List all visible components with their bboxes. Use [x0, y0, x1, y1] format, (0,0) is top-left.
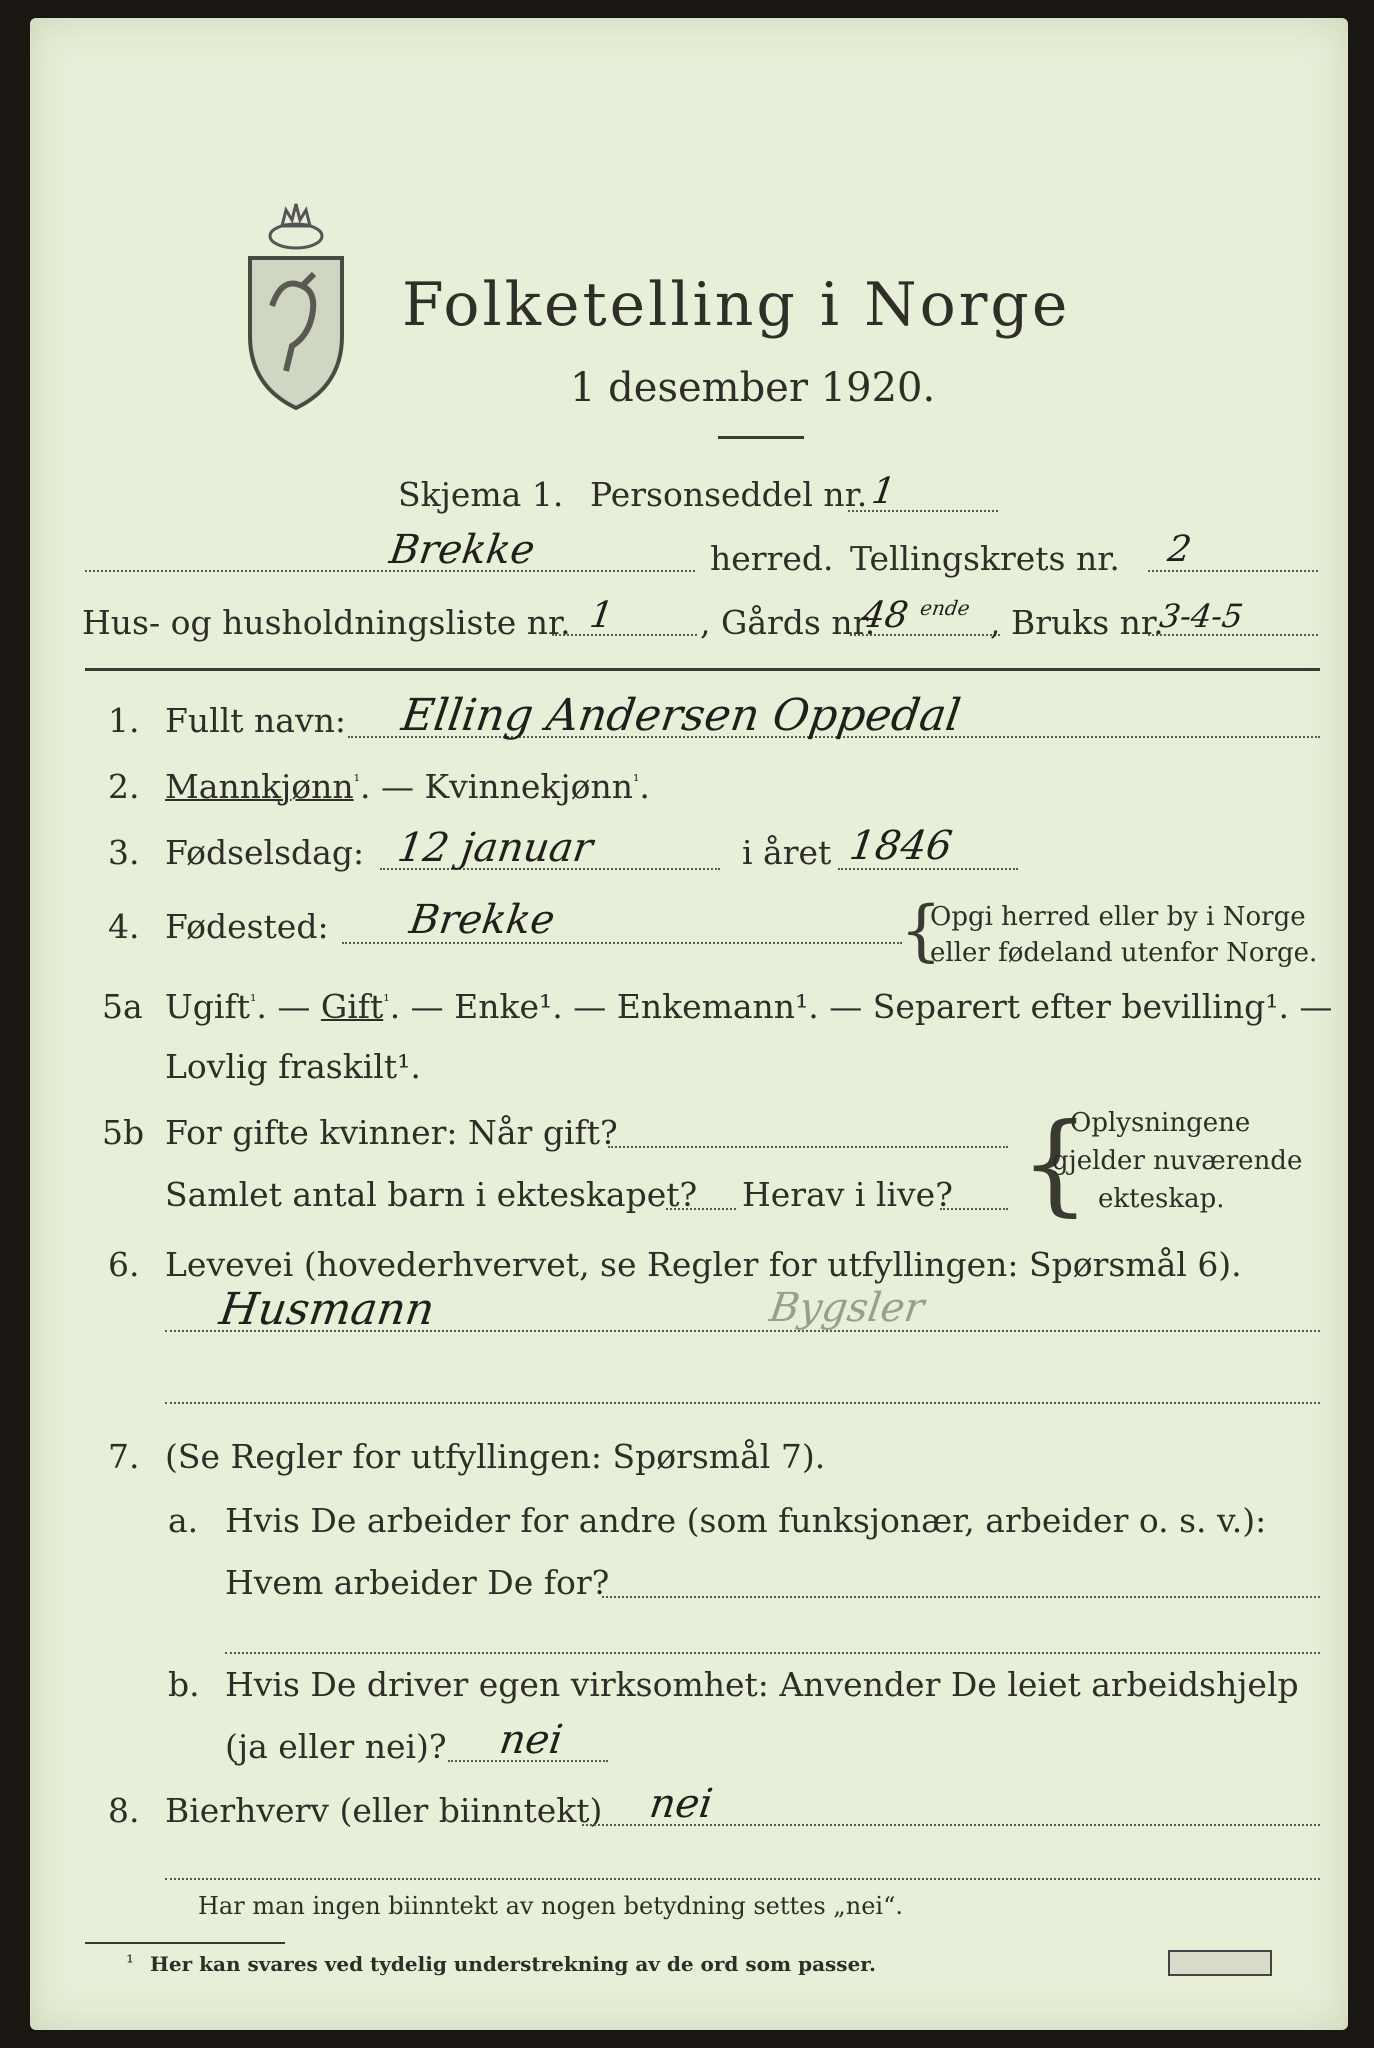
personseddel-value: 1 — [869, 471, 898, 512]
q4-label: Fødested: — [165, 907, 329, 946]
q2-number: 2. — [108, 767, 140, 806]
q6-line2 — [165, 1402, 1320, 1404]
biinntekt-note: Har man ingen biinntekt av nogen betydning settes „nei“. — [198, 1892, 903, 1920]
q5b-note-line1: Oplysningene — [1070, 1108, 1251, 1138]
q4-number: 4. — [108, 907, 140, 946]
q7a-letter: a. — [168, 1501, 199, 1540]
q5b-label-when-married: For gifte kvinner: Når gift? — [165, 1113, 618, 1152]
q3-year-label: i året — [742, 833, 832, 872]
q5a-number: 5a — [102, 987, 143, 1026]
q5b-note-line3: ekteskap. — [1098, 1184, 1225, 1214]
q7b-label: Hvis De driver egen virksomhet: Anvender De leiet arbeidshjelp — [225, 1665, 1299, 1704]
q3-value: 12 januar — [394, 825, 596, 871]
q3-number: 3. — [108, 833, 140, 872]
q7b-letter: b. — [168, 1665, 200, 1704]
husliste-label: Hus- og husholdningsliste nr. — [82, 603, 571, 642]
q7-number: 7. — [108, 1437, 140, 1476]
census-form — [30, 18, 1348, 2030]
form-date: 1 desember 1920. — [570, 365, 936, 411]
title-divider — [718, 436, 804, 439]
husliste-line — [552, 634, 697, 636]
q1-number: 1. — [108, 701, 140, 740]
q5b-children-line — [666, 1208, 736, 1210]
q8-line2 — [165, 1878, 1320, 1880]
q5a-line2: Lovlig fraskilt¹. — [165, 1047, 421, 1086]
footnote-divider — [85, 1942, 285, 1944]
husliste-value: 1 — [587, 595, 616, 636]
printer-stamp — [1168, 1950, 1272, 1976]
q7a-line2 — [225, 1652, 1320, 1654]
q5a-gift-footnote-mark: ¹ — [383, 991, 390, 1010]
tellingskrets-value: 2 — [1165, 529, 1194, 570]
q6-value-secondary: Bygsler — [766, 1285, 927, 1331]
q8-value: nei — [646, 1781, 716, 1827]
q7a-line1 — [602, 1596, 1320, 1598]
q2-male-footnote-mark: ¹ — [353, 771, 360, 790]
herred-value: Brekke — [386, 527, 538, 573]
q7b-value: nei — [496, 1717, 566, 1763]
q5a-ugift-option: Ugift — [165, 987, 250, 1026]
form-title: Folketelling i Norge — [402, 270, 1071, 340]
q7a-label2: Hvem arbeider De for? — [225, 1563, 610, 1602]
q1-value: Elling Andersen Oppedal — [398, 690, 964, 741]
footnote-text: Her kan svares ved tydelig understrekning av de ord som passer. — [150, 1952, 876, 1976]
herred-label: herred. — [710, 539, 834, 578]
q5b-alive-line — [940, 1208, 1008, 1210]
gards-label: , Gårds nr. — [700, 603, 876, 642]
q4-note-line2: eller fødeland utenfor Norge. — [930, 938, 1318, 968]
q6-number: 6. — [108, 1245, 140, 1284]
q8-label: Bierhverv (eller biinntekt) — [165, 1791, 603, 1830]
q5b-note-line2: gjelder nuværende — [1052, 1146, 1303, 1176]
tellingskrets-label: Tellingskrets nr. — [850, 539, 1120, 578]
q4-brace: { — [900, 892, 942, 969]
q7a-label: Hvis De arbeider for andre (som funksjonær, arbeider o. s. v.): — [225, 1501, 1267, 1540]
q7-label: (Se Regler for utfyllingen: Spørsmål 7). — [165, 1437, 826, 1476]
q5b-brace: { — [1020, 1099, 1090, 1227]
q3-label: Fødselsdag: — [165, 833, 365, 872]
q5b-label-alive: Herav i live? — [742, 1175, 953, 1214]
q5a-other-options: . — Enke¹. — Enkemann¹. — Separert efter bevilling¹. — — [389, 987, 1333, 1026]
q5a-ugift-footnote-mark: ¹ — [249, 991, 257, 1010]
q5a-options — [165, 987, 1333, 1026]
personseddel-label: Personseddel nr. — [590, 475, 868, 514]
q4-note-line1: Opgi herred eller by i Norge — [930, 902, 1306, 932]
q2-female-footnote-mark: ¹ — [632, 771, 640, 790]
q5a-separator: . — — [256, 987, 321, 1026]
bruks-label: , Bruks nr. — [990, 603, 1164, 642]
q1-label: Fullt navn: — [165, 701, 346, 740]
coat-of-arms-icon — [242, 196, 350, 416]
q3-year-value: 1846 — [846, 823, 956, 869]
header-divider — [85, 668, 1320, 671]
q4-value: Brekke — [406, 897, 558, 943]
q2-end: . — [639, 767, 650, 806]
q8-number: 8. — [108, 1791, 140, 1830]
skjema-label: Skjema 1. — [398, 475, 564, 514]
bruks-value: 3-4-5 — [1157, 597, 1246, 635]
q6-value: Husmann — [216, 1284, 438, 1335]
q7b-label2: (ja eller nei)? — [225, 1727, 447, 1766]
gards-number: 48 — [859, 595, 923, 636]
tellingskrets-line — [1148, 570, 1318, 572]
q5a-gift-option: Gift — [320, 987, 384, 1026]
q2-separator: . — — [360, 767, 425, 806]
gards-superscript: ende — [918, 596, 972, 620]
q5b-when-line — [608, 1146, 1008, 1148]
q2-male-option: Mannkjønn — [165, 767, 354, 806]
footnote-mark: ¹ — [126, 1950, 135, 1974]
q2-options — [165, 767, 650, 806]
q5b-number: 5b — [102, 1113, 145, 1152]
q2-female-option: Kvinnekjønn — [424, 767, 633, 806]
gards-value — [859, 595, 972, 636]
q6-label: Levevei (hovederhvervet, se Regler for utfyllingen: Spørsmål 6). — [165, 1245, 1242, 1284]
q5b-label-children: Samlet antal barn i ekteskapet? — [165, 1175, 698, 1214]
